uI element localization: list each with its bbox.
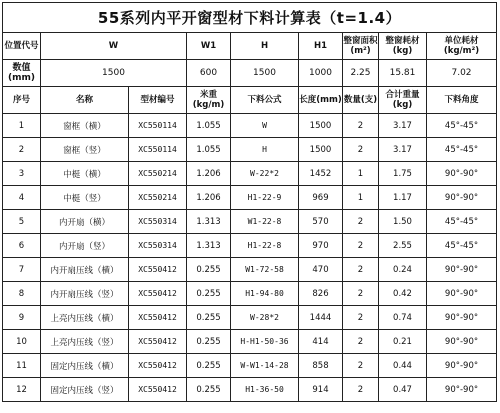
part-name: 上亮内压线（横）	[41, 306, 129, 330]
row-number: 4	[3, 186, 41, 210]
total-weight: 3.17	[379, 138, 427, 162]
row-number: 12	[3, 378, 41, 402]
cut-angle: 90°-90°	[427, 354, 497, 378]
profile-code: XC550412	[129, 282, 187, 306]
calculation-sheet	[2, 2, 496, 410]
quantity: 1	[343, 186, 379, 210]
row-number: 10	[3, 330, 41, 354]
total-weight: 0.47	[379, 378, 427, 402]
unit-weight: 1.206	[187, 162, 231, 186]
unit-weight: 1.055	[187, 138, 231, 162]
part-name: 中梃（横）	[41, 162, 129, 186]
cut-angle: 90°-90°	[427, 162, 497, 186]
param-header: H	[231, 33, 299, 60]
row-number: 11	[3, 354, 41, 378]
cut-formula: H1-36-50	[231, 378, 299, 402]
table-row	[3, 306, 497, 330]
cut-formula: H-H1-50-36	[231, 330, 299, 354]
profile-code: XC550412	[129, 378, 187, 402]
column-header: 米重(kg/m)	[187, 87, 231, 114]
row-number: 5	[3, 210, 41, 234]
param-value: 7.02	[427, 60, 497, 87]
quantity: 2	[343, 114, 379, 138]
cut-formula: W1-72-58	[231, 258, 299, 282]
part-name: 上亮内压线（竖）	[41, 330, 129, 354]
quantity: 2	[343, 306, 379, 330]
row-number: 1	[3, 114, 41, 138]
table-row	[3, 186, 497, 210]
profile-code: XC550114	[129, 138, 187, 162]
cut-angle: 90°-90°	[427, 330, 497, 354]
cut-length: 470	[299, 258, 343, 282]
cut-formula: W1-22-8	[231, 210, 299, 234]
cut-length: 826	[299, 282, 343, 306]
cut-angle: 45°-45°	[427, 234, 497, 258]
unit-weight: 0.255	[187, 330, 231, 354]
quantity: 2	[343, 138, 379, 162]
table-body	[3, 114, 497, 402]
table-row	[3, 138, 497, 162]
param-header: W1	[187, 33, 231, 60]
param-header: 整窗面积(m²)	[343, 33, 379, 60]
parameter-value-row	[3, 60, 497, 87]
table-row	[3, 378, 497, 402]
cut-angle: 90°-90°	[427, 378, 497, 402]
param-header: H1	[299, 33, 343, 60]
unit-weight: 1.206	[187, 186, 231, 210]
unit-weight: 0.255	[187, 378, 231, 402]
cut-angle: 45°-45°	[427, 114, 497, 138]
column-header: 下料公式	[231, 87, 299, 114]
table-row	[3, 234, 497, 258]
cut-length: 1444	[299, 306, 343, 330]
table-row	[3, 282, 497, 306]
param-value: 15.81	[379, 60, 427, 87]
param-header: 单位耗材(kg/m²)	[427, 33, 497, 60]
unit-weight: 0.255	[187, 282, 231, 306]
param-header: 整窗耗材(kg)	[379, 33, 427, 60]
profile-code: XC550214	[129, 186, 187, 210]
unit-weight: 1.313	[187, 210, 231, 234]
quantity: 1	[343, 162, 379, 186]
table-row	[3, 258, 497, 282]
row-number: 3	[3, 162, 41, 186]
quantity: 2	[343, 378, 379, 402]
profile-code: XC550412	[129, 258, 187, 282]
part-name: 内开扇（横）	[41, 210, 129, 234]
total-weight: 0.42	[379, 282, 427, 306]
unit-weight: 0.255	[187, 258, 231, 282]
param-value-label: 数值(mm)	[3, 60, 41, 87]
unit-weight: 1.313	[187, 234, 231, 258]
cut-length: 970	[299, 234, 343, 258]
param-header: W	[41, 33, 187, 60]
quantity: 2	[343, 234, 379, 258]
column-header: 合计重量(kg)	[379, 87, 427, 114]
profile-code: XC550412	[129, 354, 187, 378]
table-row	[3, 162, 497, 186]
column-header: 序号	[3, 87, 41, 114]
total-weight: 0.21	[379, 330, 427, 354]
table-row	[3, 210, 497, 234]
param-value: 1500	[41, 60, 187, 87]
row-number: 7	[3, 258, 41, 282]
param-value: 2.25	[343, 60, 379, 87]
cut-angle: 90°-90°	[427, 258, 497, 282]
column-header: 长度(mm)	[299, 87, 343, 114]
unit-weight: 0.255	[187, 306, 231, 330]
cut-angle: 90°-90°	[427, 186, 497, 210]
cut-length: 414	[299, 330, 343, 354]
cut-formula: W	[231, 114, 299, 138]
cut-formula: H1-94-80	[231, 282, 299, 306]
profile-code: XC550114	[129, 114, 187, 138]
total-weight: 2.55	[379, 234, 427, 258]
part-name: 中梃（竖）	[41, 186, 129, 210]
profile-code: XC550314	[129, 210, 187, 234]
total-weight: 1.75	[379, 162, 427, 186]
part-name: 窗框（竖）	[41, 138, 129, 162]
profile-code: XC550314	[129, 234, 187, 258]
column-header: 下料角度	[427, 87, 497, 114]
column-header-row	[3, 87, 497, 114]
quantity: 2	[343, 354, 379, 378]
total-weight: 0.44	[379, 354, 427, 378]
row-number: 8	[3, 282, 41, 306]
quantity: 2	[343, 210, 379, 234]
cut-formula: W-W1-14-28	[231, 354, 299, 378]
profile-code: XC550412	[129, 306, 187, 330]
column-header: 数量(支)	[343, 87, 379, 114]
profile-code: XC550214	[129, 162, 187, 186]
cut-angle: 45°-45°	[427, 210, 497, 234]
unit-weight: 0.255	[187, 354, 231, 378]
cutting-table	[2, 2, 497, 402]
cut-length: 1500	[299, 114, 343, 138]
param-value: 600	[187, 60, 231, 87]
table-row	[3, 330, 497, 354]
cut-formula: H1-22-9	[231, 186, 299, 210]
total-weight: 0.74	[379, 306, 427, 330]
unit-weight: 1.055	[187, 114, 231, 138]
part-name: 内开扇压线（横）	[41, 258, 129, 282]
cut-angle: 90°-90°	[427, 306, 497, 330]
table-row	[3, 354, 497, 378]
cut-formula: H1-22-8	[231, 234, 299, 258]
cut-angle: 45°-45°	[427, 138, 497, 162]
cut-length: 914	[299, 378, 343, 402]
profile-code: XC550412	[129, 330, 187, 354]
row-number: 2	[3, 138, 41, 162]
quantity: 2	[343, 282, 379, 306]
part-name: 窗框（横）	[41, 114, 129, 138]
column-header: 型材编号	[129, 87, 187, 114]
cut-length: 1452	[299, 162, 343, 186]
param-value: 1000	[299, 60, 343, 87]
param-header: 位置代号	[3, 33, 41, 60]
part-name: 内开扇压线（竖）	[41, 282, 129, 306]
part-name: 固定内压线（横）	[41, 354, 129, 378]
total-weight: 1.50	[379, 210, 427, 234]
column-header: 名称	[41, 87, 129, 114]
part-name: 固定内压线（竖）	[41, 378, 129, 402]
cut-angle: 90°-90°	[427, 282, 497, 306]
cut-length: 1500	[299, 138, 343, 162]
quantity: 2	[343, 330, 379, 354]
cut-length: 858	[299, 354, 343, 378]
part-name: 内开扇（竖）	[41, 234, 129, 258]
row-number: 9	[3, 306, 41, 330]
cut-formula: W-28*2	[231, 306, 299, 330]
param-value: 1500	[231, 60, 299, 87]
quantity: 2	[343, 258, 379, 282]
total-weight: 1.17	[379, 186, 427, 210]
row-number: 6	[3, 234, 41, 258]
table-row	[3, 114, 497, 138]
cut-length: 969	[299, 186, 343, 210]
parameter-header-row	[3, 33, 497, 60]
total-weight: 0.24	[379, 258, 427, 282]
table-title: 55系列内平开窗型材下料计算表（t=1.4）	[3, 3, 497, 33]
total-weight: 3.17	[379, 114, 427, 138]
cut-formula: H	[231, 138, 299, 162]
cut-length: 570	[299, 210, 343, 234]
cut-formula: W-22*2	[231, 162, 299, 186]
